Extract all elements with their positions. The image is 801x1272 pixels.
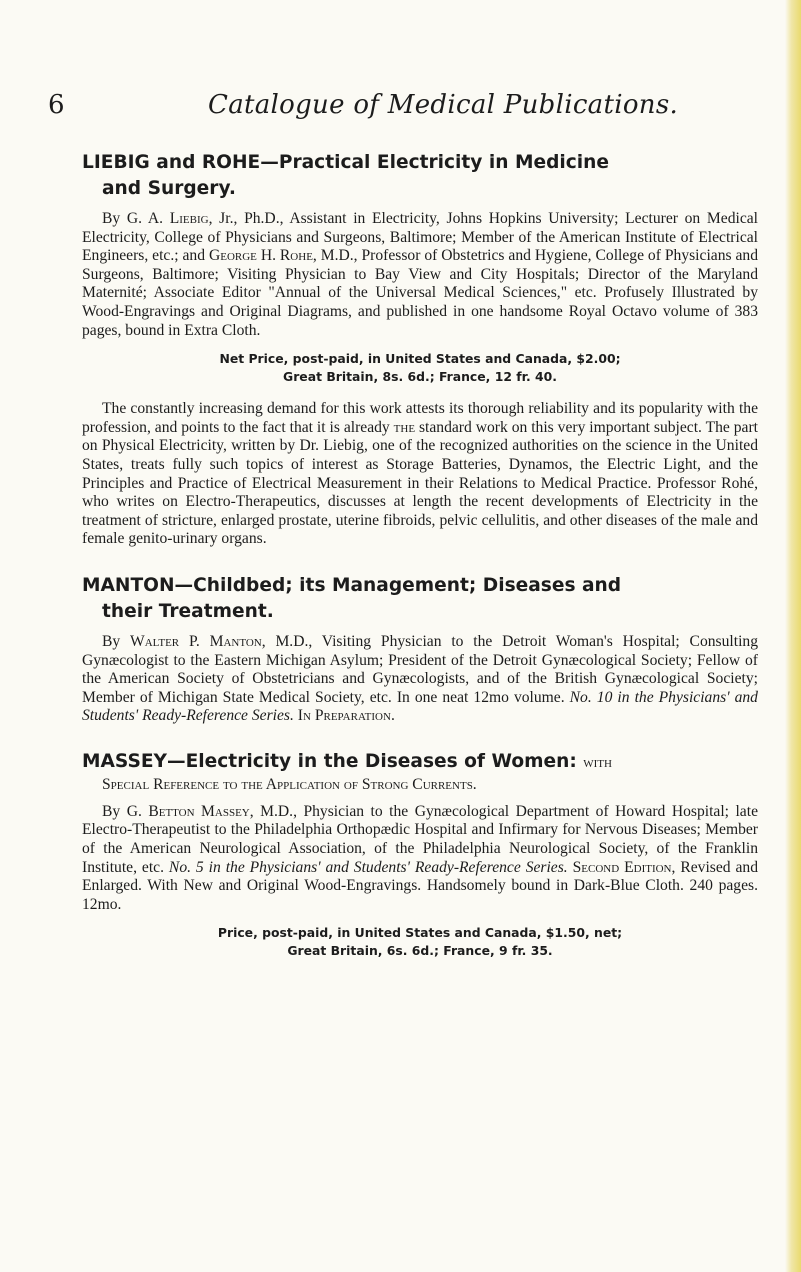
byline-text: , M.D., Physician to the Gynæcological Department of Howard Hospital; late Electro-Therapeutist to the Philadelphia Orthopædic Hospital and Infirmary for Nervous Diseases; Member of the American Neurological Association, of the Philadelphia Neurological Society, of the Franklin Institute, etc.: [82, 802, 758, 876]
entry-byline: [82, 633, 758, 726]
entry-title: [82, 750, 758, 775]
byline-prefix: By: [102, 632, 130, 650]
entry-byline: [82, 210, 758, 340]
entry-title-line2: Special Reference to the Application of Strong Currents.: [102, 775, 477, 793]
paragraph-text: The constantly increasing demand for this work attests its thorough reliability and its popularity with the profession, and points to the fact that it is already: [82, 400, 758, 436]
entry-liebig-rohe: [82, 150, 758, 549]
entry-massey: [82, 750, 758, 961]
entry-title-line2: their Treatment.: [102, 600, 274, 622]
series-name: No. 10 in the Physicians' and Students' Ready-Reference Series.: [82, 688, 758, 725]
price-line: Great Britain, 8s. 6d.; France, 12 fr. 40.: [283, 369, 557, 385]
entry-title-line1: MANTON—Childbed; its Management; Diseases and: [82, 574, 622, 596]
series-name: No. 5 in the Physicians' and Students' Ready-Reference Series.: [168, 858, 568, 876]
edition-text: Second Edition: [572, 858, 672, 876]
page-edge: [785, 0, 801, 1272]
author-name: G. Betton Massey: [126, 802, 250, 820]
byline-text: , Jr., Ph.D., Assistant in Electricity, Johns Hopkins University; Lecturer on Medical Electricity, College of Physicians and Surgeons, Baltimore; Member of the American Institute of Electrical Engineers, etc.; and: [82, 210, 758, 265]
entry-title-line1: LIEBIG and ROHE—Practical Electricity in Medicine: [82, 152, 610, 173]
author-name: Walter P. Manton: [130, 632, 262, 650]
description-paragraph: [82, 400, 758, 549]
paragraph-text: standard work on this very important subject. The part on Physical Electricity, written by Dr. Liebig, one of the recognized authorities on the science in the United States, treats fully such topics of interest as Storage Batteries, Dynamos, the Electric Light, and the Principles and Practice of Electrical Measurement in their Relations to Medical Practice. Professor Rohé, who writes on Electro-Therapeutics, discusses at length the recent developments of Electricity in the treatment of stricture, enlarged prostate, uterine fibroids, pelvic cellulitis, and other diseases of the male and female genito-urinary organs.: [82, 418, 758, 548]
entry-title-line2: and Surgery.: [102, 178, 236, 199]
price-line: Price, post-paid, in United States and Canada, $1.50, net;: [217, 925, 623, 941]
entry-title-sub: with: [583, 753, 612, 771]
author-name: George H. Rohe: [208, 247, 313, 265]
byline-text: , Revised and Enlarged. With New and Original Wood-Engravings. Handsomely bound in Dark-Blue Cloth. 240 pages. 12mo.: [82, 858, 758, 913]
price-block: [82, 924, 758, 960]
price-line: Net Price, post-paid, in United States and Canada, $2.00;: [219, 351, 621, 367]
entry-byline: [82, 803, 758, 915]
running-title: Catalogue of Medical Publications.: [208, 90, 679, 120]
author-name: Liebig: [169, 210, 209, 227]
price-block: [82, 350, 758, 386]
running-head: [48, 90, 768, 130]
entry-title: [82, 150, 758, 202]
byline-prefix: By: [102, 802, 127, 820]
byline-text: , M.D., Professor of Obstetrics and Hygiene, College of Physicians and Surgeons, Baltimore; Visiting Physician to Bay View and City Hospitals; Director of the Maryland Maternité; Associate Editor "Annual of the Universal Medical Sciences," etc. Profusely Illustrated by Wood-Engravings and Original Diagrams, and published in one handsome Royal Octavo volume of 383 pages, bound in Extra Cloth.: [82, 247, 759, 339]
entry-manton: [82, 573, 758, 726]
byline-text: , M.D., Visiting Physician to the Detroit Woman's Hospital; Consulting Gynæcologist to the Eastern Michigan Asylum; President of the Detroit Gynæcological Society; Fellow of the American Society of Obstetricians and Gynæcologists, and of the British Gynæcological Society; Member of Michigan State Medical Society, etc. In one neat 12mo volume.: [82, 632, 758, 706]
status-text: In Preparation.: [297, 707, 395, 725]
price-line: Great Britain, 6s. 6d.; France, 9 fr. 35.: [287, 943, 553, 959]
entry-title: [82, 573, 758, 625]
page-number: 6: [48, 90, 65, 120]
byline-prefix: By G. A.: [102, 210, 170, 227]
catalogue-content: [82, 150, 758, 960]
entry-title-main: MASSEY—Electricity in the Diseases of Women:: [82, 750, 584, 772]
emphasis-the: the: [393, 418, 416, 436]
